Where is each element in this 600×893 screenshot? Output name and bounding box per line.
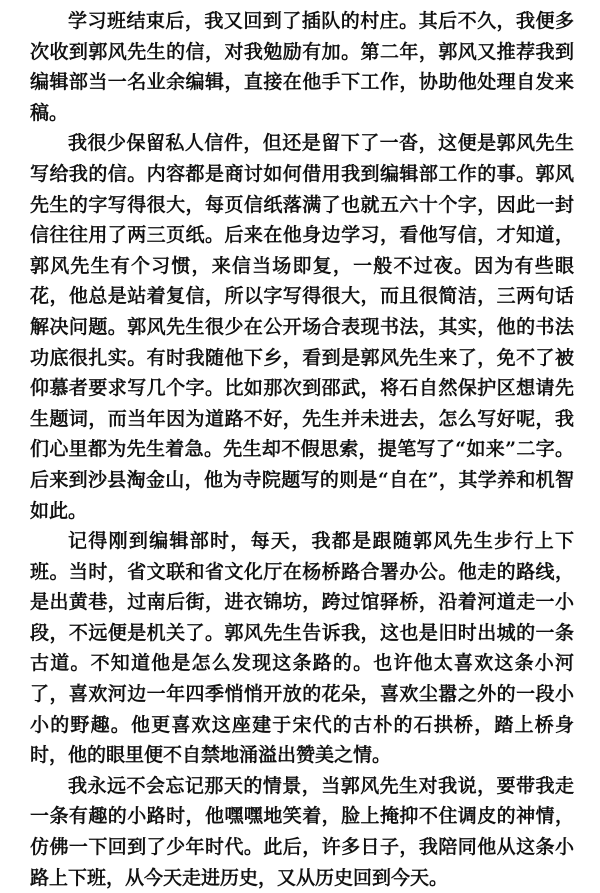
paragraph-2: 我很少保留私人信件，但还是留下了一沓，这便是郭风先生写给我的信。内容都是商讨如何借用我到编辑部工作的事。郭风先生的字写得很大，每页信纸落满了也就五六十个字，因此一封信往往用了两三页纸。后来在他身边学习，看他写信，才知道，郭风先生有个习惯，来信当场即复，一般不过夜。因为有些眼花，他总是站着复信，所以字写得很大，而且很简洁，三两句话解决问题。郭风先生很少在公开场合表现书法，其实，他的书法功底很扎实。有时我随他下乡，看到是郭风先生来了，免不了被仰慕者要求写几个字。比如那次到邵武，将石自然保护区想请先生题词，而当年因为道路不好，先生并未进去，怎么写好呢，我们心里都为先生着急。先生却不假思索，提笔写了“如来”二字。后来到沙县淘金山，他为寺院题写的则是“自在”，其学养和机智如此。 — [30, 132, 574, 522]
article-body — [30, 6, 574, 893]
paragraph-3: 记得刚到编辑部时，每天，我都是跟随郭风先生步行上下班。当时，省文联和省文化厅在杨桥路合署办公。他走的路线，是出黄巷，过南后街，进衣锦坊，跨过馆驿桥，沿着河道走一小段，不远便是机关了。郭风先生告诉我，这也是旧时出城的一条古道。不知道他是怎么发现这条路的。也许他太喜欢这条小河了，喜欢河边一年四季悄悄开放的花朵，喜欢尘嚣之外的一段小小的野趣。他更喜欢这座建于宋代的古朴的石拱桥，踏上桥身时，他的眼里便不自禁地涌溢出赞美之情。 — [30, 530, 574, 767]
paragraph-1: 学习班结束后，我又回到了插队的村庄。其后不久，我便多次收到郭风先生的信，对我勉励有加。第二年，郭风又推荐我到编辑部当一名业余编辑，直接在他手下工作，协助他处理自发来稿。 — [30, 10, 574, 124]
paragraph-4: 我永远不会忘记那天的情景，当郭风先生对我说，要带我走一条有趣的小路时，他嘿嘿地笑着，脸上掩抑不住调皮的神情，仿佛一下回到了少年时代。此后，许多日子，我陪同他从这条小路上下班，从今天走进历史，又从历史回到今天。 — [30, 774, 574, 889]
